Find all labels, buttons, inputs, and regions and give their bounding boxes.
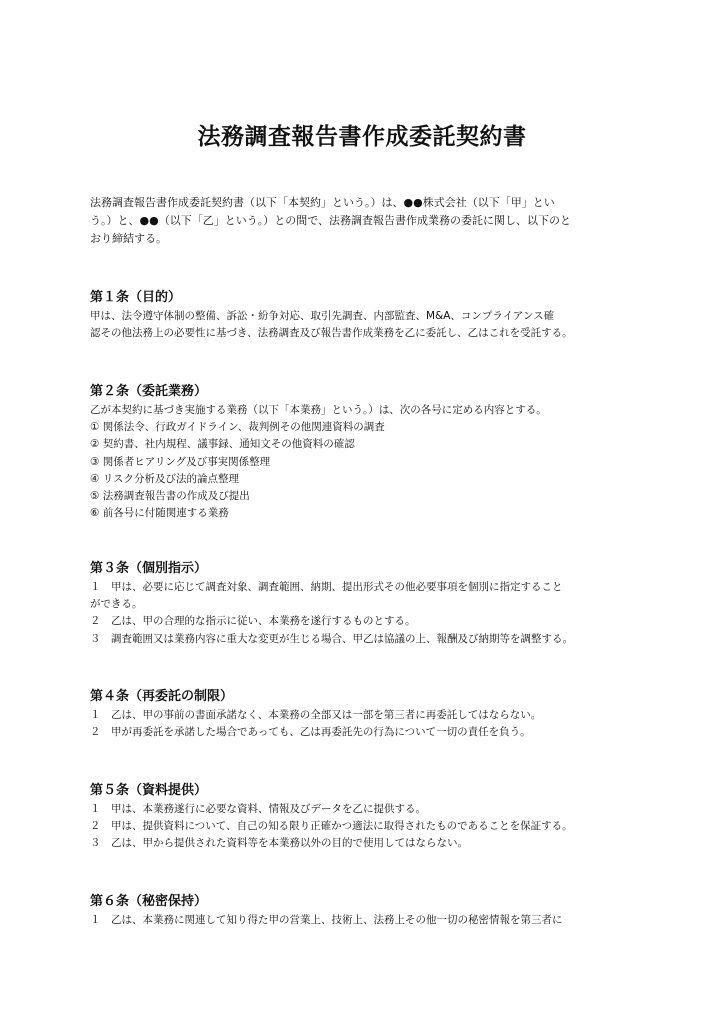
list-item: ⑥ 前各号に付随関連する業務 bbox=[90, 507, 229, 520]
intro-line: 法務調査報告書作成委託契約書（以下「本契約」という。）は、●●株式会社（以下「甲」とい bbox=[90, 196, 555, 209]
article-line: １ 甲は、本業務遂行に必要な資料、情報及びデータを乙に提供する。 bbox=[90, 803, 426, 815]
article-line: ３ 乙は、甲から提供された資料等を本業務以外の目的で使用してはならない。 bbox=[90, 837, 468, 850]
article-1 bbox=[90, 289, 660, 342]
list-item: ① 関係法令、行政ガイドライン、裁判例その他関連資料の調査 bbox=[90, 421, 385, 434]
article-line: 乙が本契約に基づき実施する業務（以下「本業務」という。）は、次の各号に定める内容とする。 bbox=[90, 404, 547, 416]
intro-line: おり締結する。 bbox=[90, 232, 167, 245]
document-title: 法務調査報告書作成委託契約書 bbox=[197, 124, 527, 150]
article-line: ２ 乙は、甲の合理的な指示に従い、本業務を遂行するものとする。 bbox=[90, 615, 416, 628]
list-item: ② 契約書、社内規程、議事録、通知文その他資料の確認 bbox=[90, 438, 355, 451]
article-heading: 第３条（個別指示） bbox=[90, 561, 208, 576]
intro-paragraph bbox=[90, 194, 650, 248]
article-6 bbox=[90, 893, 660, 929]
article-line: ３ 調査範囲又は業務内容に重大な変更が生じる場合、甲乙は協議の上、報酬及び納期等を調整する。 bbox=[90, 632, 573, 645]
article-4 bbox=[90, 688, 660, 741]
article-line: ができる。 bbox=[90, 598, 143, 611]
article-heading: 第２条（委託業務） bbox=[90, 384, 208, 399]
article-heading: 第４条（再委託の制限） bbox=[90, 689, 234, 704]
list-item: ⑤ 法務調査報告書の作成及び提出 bbox=[90, 490, 250, 503]
article-line: 認その他法務上の必要性に基づき、法務調査及び報告書作成業務を乙に委託し、乙はこれを受託する。 bbox=[90, 327, 573, 340]
list-item: ④ リスク分析及び法的論点整理 bbox=[90, 472, 240, 485]
article-heading: 第６条（秘密保持） bbox=[90, 894, 208, 909]
article-line: ２ 甲は、提供資料について、自己の知る限り正確かつ適法に取得されたものであることを保証する。 bbox=[90, 820, 573, 833]
article-3 bbox=[90, 560, 660, 648]
article-line: 甲は、法令遵守体制の整備、訴訟・紛争対応、取引先調査、内部監査、M&A、コンプライアンス確 bbox=[90, 310, 555, 322]
article-heading: 第５条（資料提供） bbox=[90, 783, 208, 798]
article-heading: 第１条（目的） bbox=[90, 290, 182, 305]
article-5 bbox=[90, 782, 660, 853]
intro-line: う。）と、●●（以下「乙」という。）との間で、法務調査報告書作成業務の委託に関し、以下のと bbox=[90, 214, 571, 227]
article-line: １ 甲は、必要に応じて調査対象、調査範囲、納期、提出形式その他必要事項を個別に指定すること bbox=[90, 581, 563, 593]
article-line: １ 乙は、甲の事前の書面承諾なく、本業務の全部又は一部を第三者に再委託してはならない。 bbox=[90, 709, 542, 721]
article-line: ２ 甲が再委託を承諾した場合であっても、乙は再委託先の行為について一切の責任を負う。 bbox=[90, 726, 531, 739]
article-line: １ 乙は、本業務に関連して知り得た甲の営業上、技術上、法務上その他一切の秘密情報を第三者に bbox=[90, 914, 563, 926]
list-item: ③ 関係者ヒアリング及び事実関係整理 bbox=[90, 455, 271, 468]
article-2 bbox=[90, 383, 660, 522]
